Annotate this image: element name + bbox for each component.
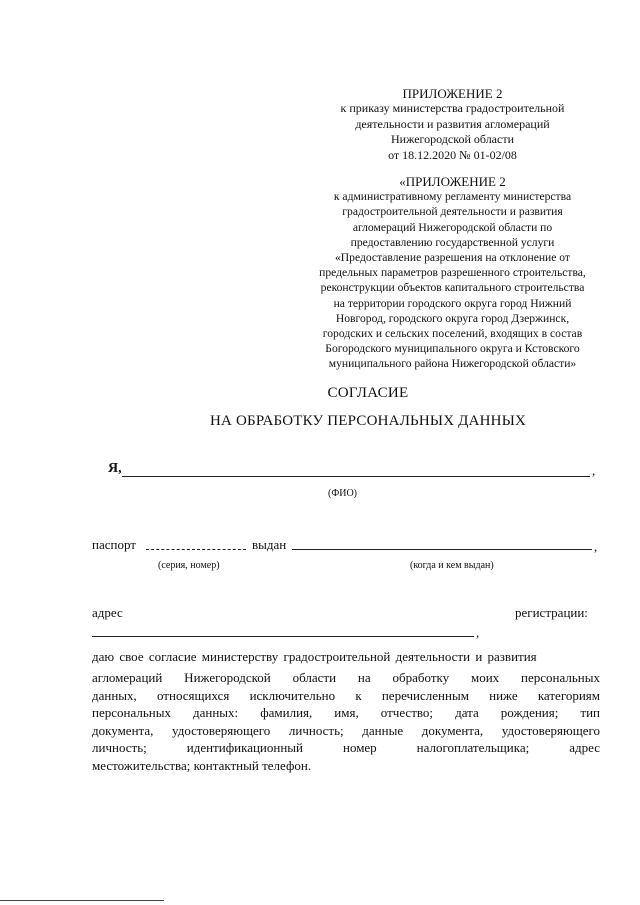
consent-intro-line: даю свое согласие министерству градостроительной деятельности и развития xyxy=(92,649,537,664)
appendix-2-line: «Предоставление разрешения на отклонение от xyxy=(334,251,571,265)
appendix-1-title: ПРИЛОЖЕНИЕ 2 xyxy=(402,86,503,101)
fio-caption: (ФИО) xyxy=(328,488,358,499)
appendix-1-line: деятельности и развития агломераций xyxy=(355,116,550,131)
appendix-2-line: градостроительной деятельности и развития xyxy=(342,205,563,219)
passport-label: паспорт xyxy=(92,537,136,552)
appendix-2-line: предоставлению государственной услуги xyxy=(350,235,555,249)
document-title: СОГЛАСИЕ xyxy=(327,385,409,401)
ya-label: Я, xyxy=(108,461,122,476)
series-number-caption: (серия, номер) xyxy=(158,560,220,571)
consent-paragraph-line: личность; идентификационный номер налогоплательщика; адрес xyxy=(92,740,600,755)
fio-comma: , xyxy=(592,463,596,478)
appendix-2-line: муниципального района Нижегородской области» xyxy=(328,357,577,371)
appendix-2-line: на территории городского округа город Нижний xyxy=(333,296,572,310)
appendix-1-line: к приказу министерства градостроительной xyxy=(340,101,565,116)
appendix-1-line: от 18.12.2020 № 01-02/08 xyxy=(388,147,517,162)
fio-input-line[interactable] xyxy=(122,476,590,477)
address-comma: , xyxy=(476,625,480,640)
when-issued-caption: (когда и кем выдан) xyxy=(410,560,494,571)
appendix-2-line: к административному регламенту министерства xyxy=(333,190,572,204)
appendix-2-line: Новгород, городского округа город Дзержинск, xyxy=(335,311,570,325)
issued-comma: , xyxy=(594,539,598,554)
appendix-2-title: «ПРИЛОЖЕНИЕ 2 xyxy=(399,174,506,189)
passport-number-input-line[interactable] xyxy=(146,549,246,550)
issued-label: выдан xyxy=(252,537,287,552)
consent-paragraph-line: данных, относящихся исключительно к перечисленным ниже категориям xyxy=(92,687,600,703)
footer-rule xyxy=(0,900,164,901)
consent-paragraph-line: агломераций Нижегородской области на обработку моих персональных xyxy=(92,670,600,685)
consent-paragraph-line: документа, удостоверяющего личность; данные документа, удостоверяющего xyxy=(92,722,600,738)
appendix-2-line: Богородского муниципального округа и Кстовского xyxy=(325,342,580,356)
appendix-2-line: городских и сельских поселений, входящих в состав xyxy=(322,327,583,341)
issued-by-input-line[interactable] xyxy=(292,549,592,550)
consent-paragraph xyxy=(92,669,600,774)
consent-paragraph-last-line: местожительства; контактный телефон. xyxy=(92,757,312,773)
consent-paragraph-line: персональных данных: фамилия, имя, отчество; дата рождения; тип xyxy=(92,705,600,720)
appendix-2-header xyxy=(280,174,625,372)
appendix-2-line: предельных параметров разрешенного строительства, xyxy=(319,266,586,280)
appendix-2-line: агломераций Нижегородской области по xyxy=(352,220,553,234)
registration-label: регистрации: xyxy=(515,605,588,620)
document-subtitle: НА ОБРАБОТКУ ПЕРСОНАЛЬНЫХ ДАННЫХ xyxy=(209,413,527,429)
appendix-1-header xyxy=(280,86,625,163)
address-label: адрес xyxy=(92,605,123,620)
address-input-line[interactable] xyxy=(92,636,474,637)
appendix-1-line: Нижегородской области xyxy=(390,132,514,147)
appendix-2-line: реконструкции объектов капитального строительства xyxy=(320,281,585,295)
